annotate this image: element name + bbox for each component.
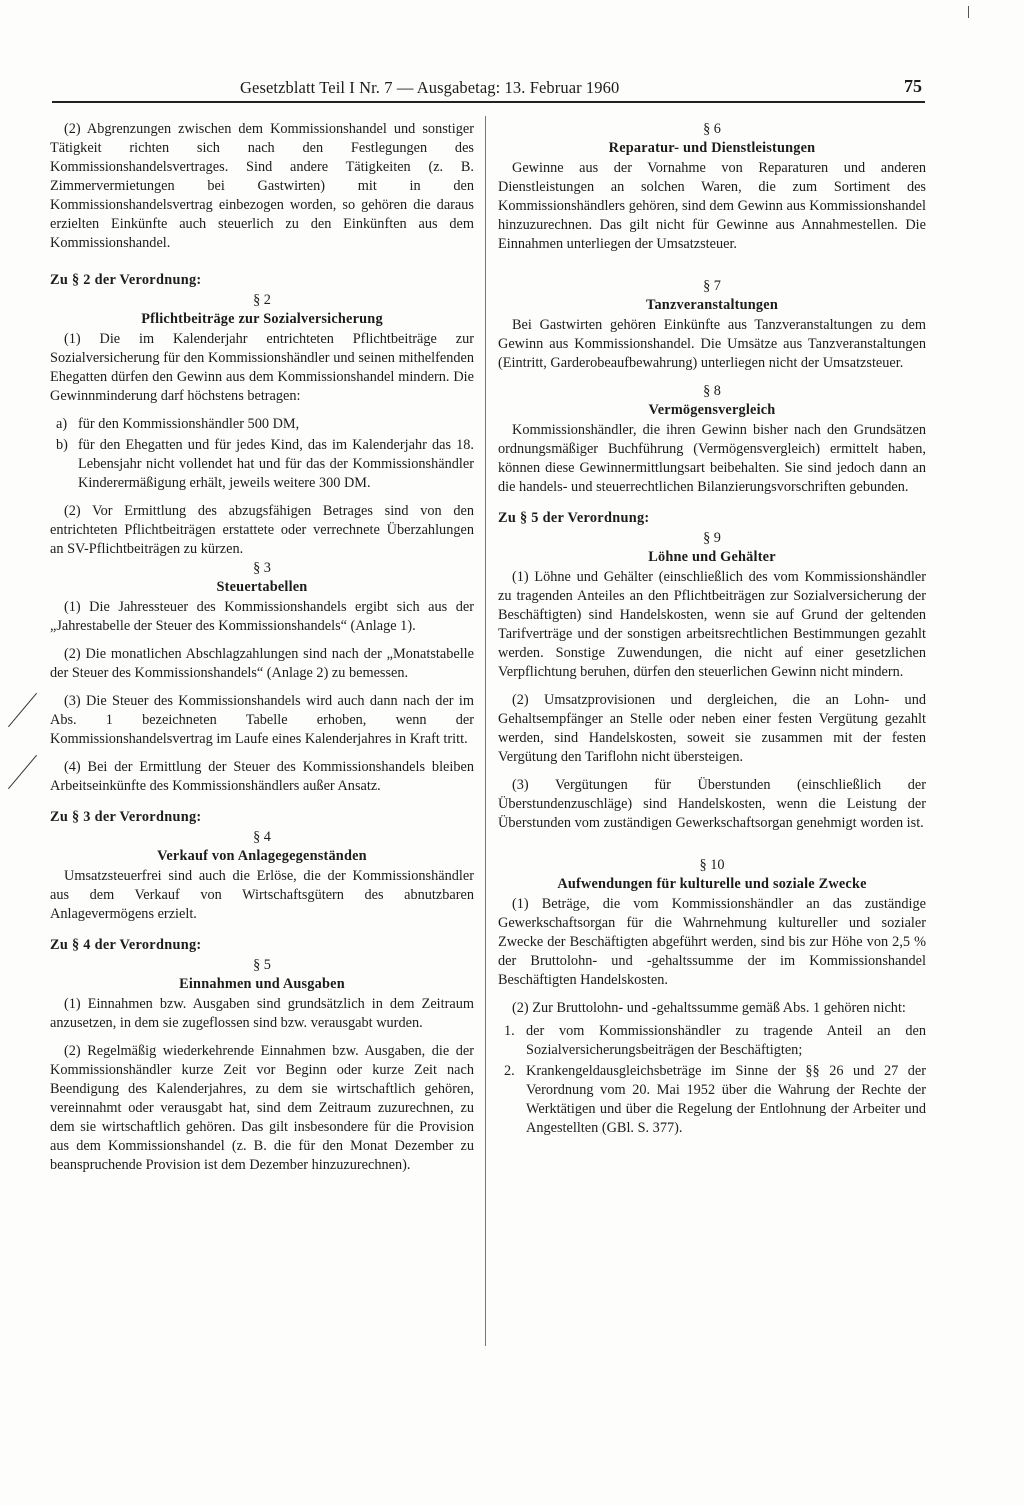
section-title: Verkauf von Anlagegegenständen bbox=[157, 848, 367, 864]
section-title: Pflichtbeiträge zur Sozialversicherung bbox=[141, 311, 383, 327]
paragraph: (2) Vor Ermittlung des abzugsfähigen Betrages sind von den entrichteten Pflichtbeiträgen erstattete oder verrechnete Überzahlungen an SV-Pflichtbeiträgen zu kürzen. bbox=[50, 503, 474, 557]
paragraph: (3) Vergütungen für Überstunden (einschließlich der Überstundenzuschläge) sind Handelskosten, wenn die Leistung der Überstunden vom zuständigen Gewerkschaftsorgan genehmigt worden ist. bbox=[498, 777, 926, 831]
margin-mark bbox=[8, 693, 37, 727]
paragraph: (1) Die Jahressteuer des Kommissionshandels ergibt sich aus der „Jahrestabelle der Steuer des Kommissionshandels“ (Anlage 1). bbox=[50, 599, 474, 634]
section-number: § 7 bbox=[703, 278, 721, 294]
regulation-reference: Zu § 5 der Verordnung: bbox=[498, 510, 650, 526]
section-number: § 10 bbox=[699, 857, 725, 873]
left-column bbox=[50, 120, 474, 1184]
paragraph: (1) Einnahmen bzw. Ausgaben sind grundsätzlich in dem Zeitraum anzusetzen, in dem sie zugeflossen sind bzw. verausgabt wurden. bbox=[50, 996, 474, 1031]
paragraph: Bei Gastwirten gehören Einkünfte aus Tanzveranstaltungen zu dem Gewinn aus Kommissionshandel. Die Umsätze aus Tanzveranstaltungen (Eintritt, Garderobeaufbewahrung) unterliegen nicht der Umsatzsteuer. bbox=[498, 317, 926, 371]
section-number: § 5 bbox=[253, 957, 271, 973]
section-number: § 3 bbox=[253, 560, 271, 576]
section-number: § 4 bbox=[253, 829, 271, 845]
section-title: Steuertabellen bbox=[216, 579, 308, 595]
section-title: Reparatur- und Dienstleistungen bbox=[608, 140, 816, 156]
section-title: Aufwendungen für kulturelle und soziale Zwecke bbox=[557, 876, 867, 892]
right-column bbox=[498, 120, 926, 1147]
margin-mark bbox=[8, 755, 37, 789]
section-number: § 6 bbox=[703, 121, 721, 137]
section-title: Einnahmen und Ausgaben bbox=[179, 976, 345, 992]
spacer bbox=[498, 263, 926, 277]
section-number: § 8 bbox=[703, 383, 721, 399]
paragraph: (1) Löhne und Gehälter (einschließlich des vom Kommissionshändler zu tragenden Anteiles an den Pflichtbeiträgen zur Sozialversicherung der Beschäftigten) sind Handelskosten, wenn sie auf Grund der geltenden Tarifverträge und der sonstigen arbeitsrechtlichen Bestimmungen gezahlt werden. Sonstige Zuwendungen, die nicht auf einer gesetzlichen Verpflichtung beruhen, dürfen den steuerlichen Gewinn nicht mindern. bbox=[498, 569, 926, 680]
page-number: 75 bbox=[904, 76, 922, 96]
list-item bbox=[498, 1062, 926, 1138]
column-divider bbox=[485, 116, 486, 1346]
list-item-text: der vom Kommissionshändler zu tragende Anteil an den Sozialversicherungsbeiträgen der Beschäftigten; bbox=[526, 1023, 926, 1058]
paragraph: (4) Bei der Ermittlung der Steuer des Kommissionshandels bleiben Arbeitseinkünfte des Kommissionshändlers außer Ansatz. bbox=[50, 759, 474, 794]
section-title: Vermögensvergleich bbox=[648, 402, 776, 418]
section-title: Löhne und Gehälter bbox=[648, 549, 776, 565]
header-divider bbox=[52, 101, 925, 103]
section-number: § 2 bbox=[253, 292, 271, 308]
paragraph: (3) Die Steuer des Kommissionshandels wird auch dann nach der im Abs. 1 bezeichneten Tabelle erhoben, wenn der Kommissionshandelsvertrag im Laufe eines Kalenderjahres in Kraft tritt. bbox=[50, 693, 474, 747]
page-header-title: Gesetzblatt Teil I Nr. 7 — Ausgabetag: 13. Februar 1960 bbox=[240, 78, 620, 97]
list-item-text: Krankengeldausgleichsbeträge im Sinne der §§ 26 und 27 der Verordnung vom 20. Mai 1952 über die Wahrung der Rechte der Werktätigen und über die Regelung der Entlohnung der Arbeiter und Angestellten (GBl. S. 377). bbox=[526, 1063, 926, 1136]
paragraph: (2) Regelmäßig wiederkehrende Einnahmen bzw. Ausgaben, die der Kommissionshändler kurze Zeit vor Beginn oder kurze Zeit nach Beendigung des Kalenderjahres, zu dem sie wirtschaftlich gehören, vereinnahmt oder verausgabt hat, sind dem Zeitraum zuzurechnen, zu dem sie wirtschaftlich gehören. Das gilt insbesondere für die Provision aus dem Kommissionshandel (z. B. die für den Monat Dezember zu beanspruchende Provision ist dem Dezember hinzuzurechnen). bbox=[50, 1043, 474, 1173]
list-item-text: für den Ehegatten und für jedes Kind, das im Kalenderjahr das 18. Lebensjahr nicht vollendet hat und für das der Kommissionshändler Kinderermäßigung erhält, jeweils weitere 300 DM. bbox=[78, 437, 474, 491]
paragraph: (2) Abgrenzungen zwischen dem Kommissionshandel und sonstiger Tätigkeit richten sich nach den Festlegungen des Kommissionshandelsvertrages. Sind andere Tätigkeiten (z. B. Zimmervermietungen bei Gastwirten) mit in den Kommissionshandelsvertrag einbezogen worden, so gehören die daraus erzielten Einkünfte auch steuerlich zu den Einkünften aus dem Kommissionshandel. bbox=[50, 121, 474, 251]
page-header bbox=[240, 78, 930, 102]
paragraph: (2) Zur Bruttolohn- und -gehaltssumme gemäß Abs. 1 gehören nicht: bbox=[512, 1000, 906, 1016]
paragraph: (2) Umsatzprovisionen und dergleichen, die an Lohn- und Gehaltsempfänger an Stelle oder neben einer festen Vergütung gezahlt werden, sind Handelskosten, soweit sie zusammen mit der festen Vergütung den Tariflohn nicht übersteigen. bbox=[498, 692, 926, 765]
enumeration-list bbox=[498, 1022, 926, 1138]
list-item-text: für den Kommissionshändler 500 DM, bbox=[78, 416, 300, 432]
paragraph: Gewinne aus der Vornahme von Reparaturen und anderen Dienstleistungen an solchen Waren, die zum Sortiment des Kommissionshändlers gehören, sind dem Gewinn aus Kommissionshandel hinzuzurechnen. Das gilt nicht für Gewinne aus Annahmestellen. Die Einnahmen unterliegen der Umsatzsteuer. bbox=[498, 160, 926, 252]
spacer bbox=[498, 842, 926, 856]
list-item bbox=[50, 436, 474, 493]
section-number: § 9 bbox=[703, 530, 721, 546]
enumeration-list bbox=[50, 415, 474, 493]
regulation-reference: Zu § 2 der Verordnung: bbox=[50, 272, 202, 288]
paragraph: Umsatzsteuerfrei sind auch die Erlöse, die der Kommissionshändler aus dem Verkauf von Wirtschaftsgütern des abnutzbaren Anlagevermögens erzielt. bbox=[50, 868, 474, 922]
regulation-reference: Zu § 3 der Verordnung: bbox=[50, 809, 202, 825]
paragraph: (1) Beträge, die vom Kommissionshändler an das zuständige Gewerkschaftsorgan für die Wahrnehmung kultureller und sozialer Zwecke der Beschäftigten abgeführt werden, sind bis zur Höhe von 2,5 % der Bruttolohn- und -gehaltssumme der im Kommissionshandel Beschäftigten Handelskosten. bbox=[498, 896, 926, 988]
paragraph: (2) Die monatlichen Abschlagzahlungen sind nach der „Monatstabelle der Steuer des Kommissionshandels“ (Anlage 2) zu bemessen. bbox=[50, 646, 474, 681]
paragraph: (1) Die im Kalenderjahr entrichteten Pflichtbeiträge zur Sozialversicherung für den Kommissionshändler und seinen mithelfenden Ehegatten dürfen den Gewinn aus dem Kommissionshandel mindern. Die Gewinnminderung darf höchstens betragen: bbox=[50, 331, 474, 404]
list-item-label: 2. bbox=[504, 1063, 515, 1079]
list-item-label: 1. bbox=[504, 1023, 515, 1039]
list-item bbox=[498, 1022, 926, 1060]
list-item-label: b) bbox=[56, 437, 68, 453]
paragraph: Kommissionshändler, die ihren Gewinn bisher nach den Grundsätzen ordnungsmäßiger Buchführung (Vermögensvergleich) ermittelt haben, können diese Gewinnermittlungsart beibehalten. Sie sind jedoch dann an die handels- und steuerrechtlichen Bilanzierungsvorschriften gebunden. bbox=[498, 422, 926, 495]
corner-mark bbox=[968, 6, 969, 18]
section-title: Tanzveranstaltungen bbox=[646, 297, 778, 313]
list-item bbox=[50, 415, 474, 434]
list-item-label: a) bbox=[56, 416, 68, 432]
regulation-reference: Zu § 4 der Verordnung: bbox=[50, 937, 202, 953]
